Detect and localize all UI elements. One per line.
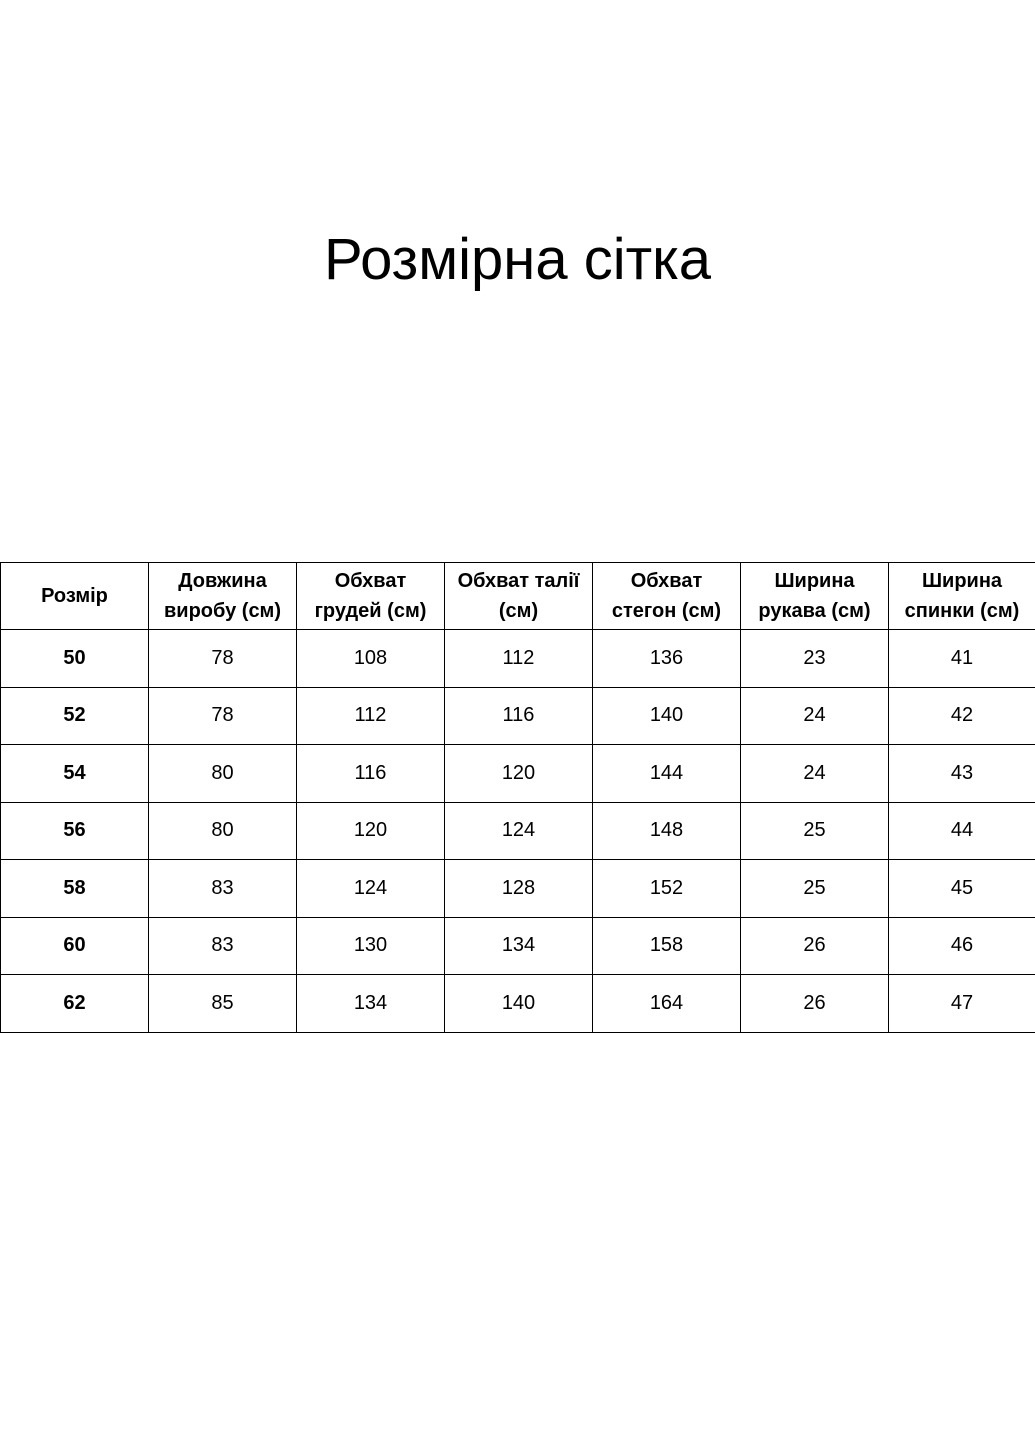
- table-row: [1, 917, 1035, 975]
- table-body: [1, 630, 1035, 1033]
- measurement-cell: 47: [889, 975, 1035, 1033]
- measurement-cell: 42: [889, 687, 1035, 745]
- measurement-cell: 41: [889, 630, 1035, 688]
- table-row: [1, 630, 1035, 688]
- measurement-cell: 124: [297, 860, 445, 918]
- measurement-cell: 26: [741, 975, 889, 1033]
- measurement-cell: 134: [445, 917, 593, 975]
- measurement-cell: 148: [593, 802, 741, 860]
- table-row: [1, 975, 1035, 1033]
- measurement-cell: 45: [889, 860, 1035, 918]
- measurement-cell: 136: [593, 630, 741, 688]
- measurement-cell: 134: [297, 975, 445, 1033]
- measurement-cell: 158: [593, 917, 741, 975]
- measurement-cell: 130: [297, 917, 445, 975]
- size-chart-table: [0, 562, 1035, 1033]
- measurement-cell: 78: [149, 687, 297, 745]
- column-header: Ширина спинки (см): [889, 563, 1035, 630]
- size-cell: 56: [1, 802, 149, 860]
- column-header: Довжина виробу (см): [149, 563, 297, 630]
- measurement-cell: 83: [149, 860, 297, 918]
- measurement-cell: 83: [149, 917, 297, 975]
- size-cell: 62: [1, 975, 149, 1033]
- table-row: [1, 745, 1035, 803]
- column-header: Ширина рукава (см): [741, 563, 889, 630]
- measurement-cell: 25: [741, 802, 889, 860]
- size-cell: 52: [1, 687, 149, 745]
- measurement-cell: 124: [445, 802, 593, 860]
- measurement-cell: 140: [593, 687, 741, 745]
- measurement-cell: 112: [445, 630, 593, 688]
- measurement-cell: 46: [889, 917, 1035, 975]
- measurement-cell: 24: [741, 687, 889, 745]
- measurement-cell: 140: [445, 975, 593, 1033]
- column-header: Розмір: [1, 563, 149, 630]
- measurement-cell: 85: [149, 975, 297, 1033]
- measurement-cell: 120: [297, 802, 445, 860]
- measurement-cell: 120: [445, 745, 593, 803]
- measurement-cell: 144: [593, 745, 741, 803]
- size-cell: 58: [1, 860, 149, 918]
- table-row: [1, 860, 1035, 918]
- measurement-cell: 108: [297, 630, 445, 688]
- table-row: [1, 802, 1035, 860]
- table-header-row: [1, 563, 1035, 630]
- measurement-cell: 25: [741, 860, 889, 918]
- size-cell: 54: [1, 745, 149, 803]
- column-header: Обхват грудей (см): [297, 563, 445, 630]
- size-cell: 60: [1, 917, 149, 975]
- measurement-cell: 164: [593, 975, 741, 1033]
- measurement-cell: 43: [889, 745, 1035, 803]
- size-cell: 50: [1, 630, 149, 688]
- table-row: [1, 687, 1035, 745]
- measurement-cell: 80: [149, 802, 297, 860]
- measurement-cell: 116: [297, 745, 445, 803]
- measurement-cell: 112: [297, 687, 445, 745]
- measurement-cell: 44: [889, 802, 1035, 860]
- measurement-cell: 78: [149, 630, 297, 688]
- measurement-cell: 24: [741, 745, 889, 803]
- measurement-cell: 152: [593, 860, 741, 918]
- measurement-cell: 128: [445, 860, 593, 918]
- page-title: Розмірна сітка: [323, 227, 712, 292]
- column-header: Обхват талії (см): [445, 563, 593, 630]
- column-header: Обхват стегон (см): [593, 563, 741, 630]
- measurement-cell: 80: [149, 745, 297, 803]
- measurement-cell: 116: [445, 687, 593, 745]
- measurement-cell: 26: [741, 917, 889, 975]
- measurement-cell: 23: [741, 630, 889, 688]
